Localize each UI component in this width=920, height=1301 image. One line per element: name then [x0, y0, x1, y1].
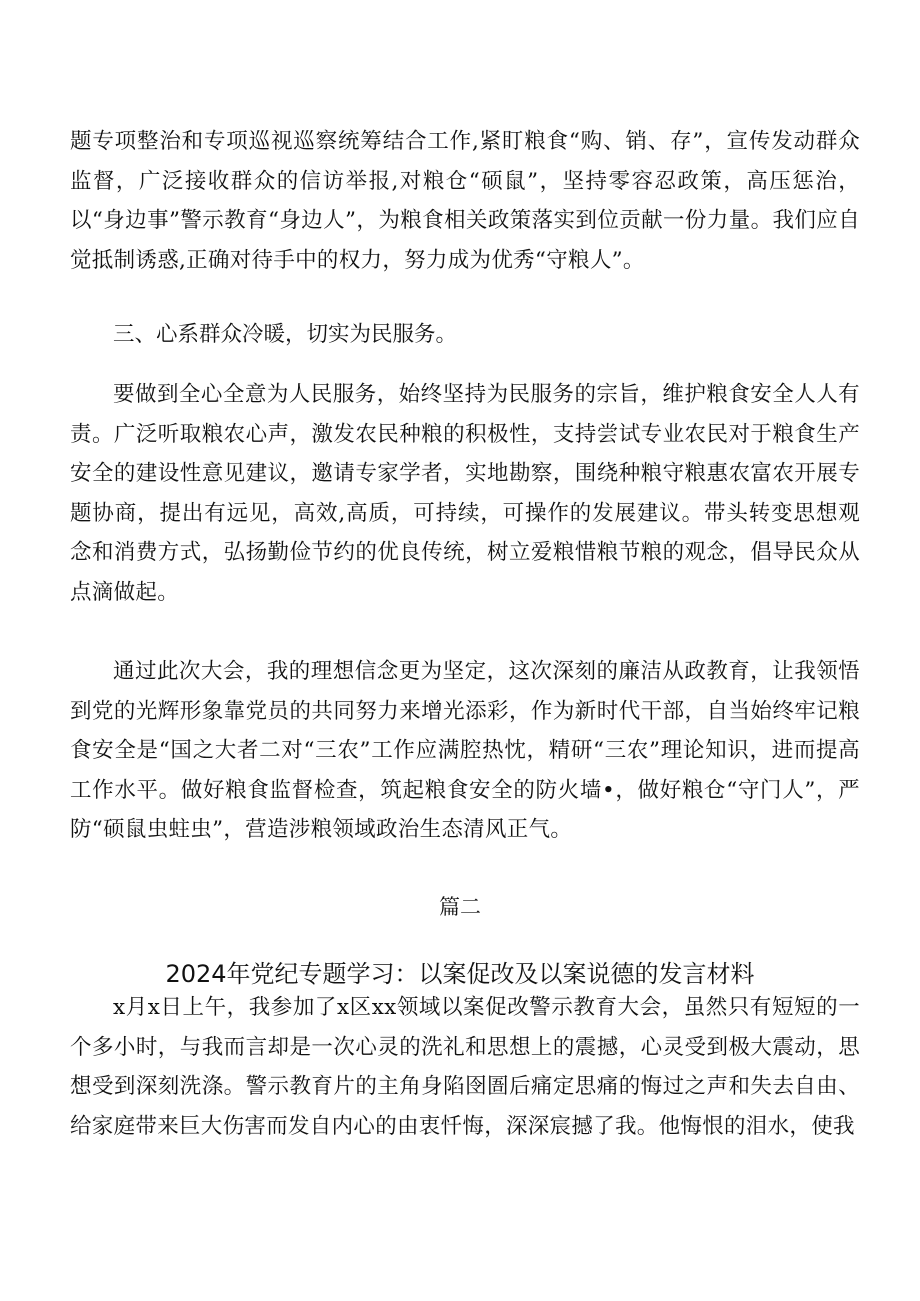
paragraph-conference-reflection: 通过此次大会，我的理想信念更为坚定，这次深刻的廉洁从政教育，让我领悟到党的光辉形象靠党员的共同努力来增光添彩，作为新时代干部，自当始终牢记粮食安全是“国之大者二对“三农”工作应满腔热忱，精研“三农”理论知识，进而提高工作水平。做好粮食监督检查，筑起粮食安全的防火墙•，做好粮仓“守门人”，严防“硕鼠虫蛀虫”，营造涉粮领域政治生态清风正气。 — [70, 659, 860, 842]
section-heading-three: 三、心系群众冷暖，切实为民服务。 — [113, 322, 458, 347]
paragraph-grain-supervision: 题专项整治和专项巡视巡察统筹结合工作,紧盯粮食“购、销、存”，宣传发动群众监督，广泛接收群众的信访举报,对粮仓“硕鼠”，坚持零容忍政策，高压惩治，以“身边事”警示教育“身边人”，为粮食相关政策落实到位贡献一份力量。我们应自觉抵制诱惑,正确对待手中的权力，努力成为优秀“守粮人”。 — [70, 129, 860, 273]
document-title: 2024年党纪专题学习：以案促改及以案说德的发言材料 — [165, 960, 755, 988]
section-label: 篇二 — [439, 895, 481, 919]
paragraph-serve-people: 要做到全心全意为人民服务，始终坚持为民服务的宗旨，维护粮食安全人人有责。广泛听取粮农心声，激发农民种粮的积极性，支持尝试专业农民对于粮食生产安全的建设性意见建议，邀请专家学者，实地勘察，围绕种粮守粮惠农富农开展专题协商，提出有远见，高效,高质，可持续，可操作的发展建议。带头转变思想观念和消费方式，弘扬勤俭节约的优良传统，树立爱粮惜粮节粮的观念，倡导民众从点滴做起。 — [70, 382, 860, 605]
paragraph-warning-education: x月x日上午，我参加了x区xx领域以案促改警示教育大会，虽然只有短短的一个多小时，与我而言却是一次心灵的洗礼和思想上的震撼，心灵受到极大震动，思想受到深刻洗涤。警示教育片的主角身陷囹圄后痛定思痛的悔过之声和失去自由、给家庭带来巨大伤害而发自内心的由衷忏悔，深深宸撼了我。他悔恨的泪水，使我 — [70, 995, 860, 1139]
